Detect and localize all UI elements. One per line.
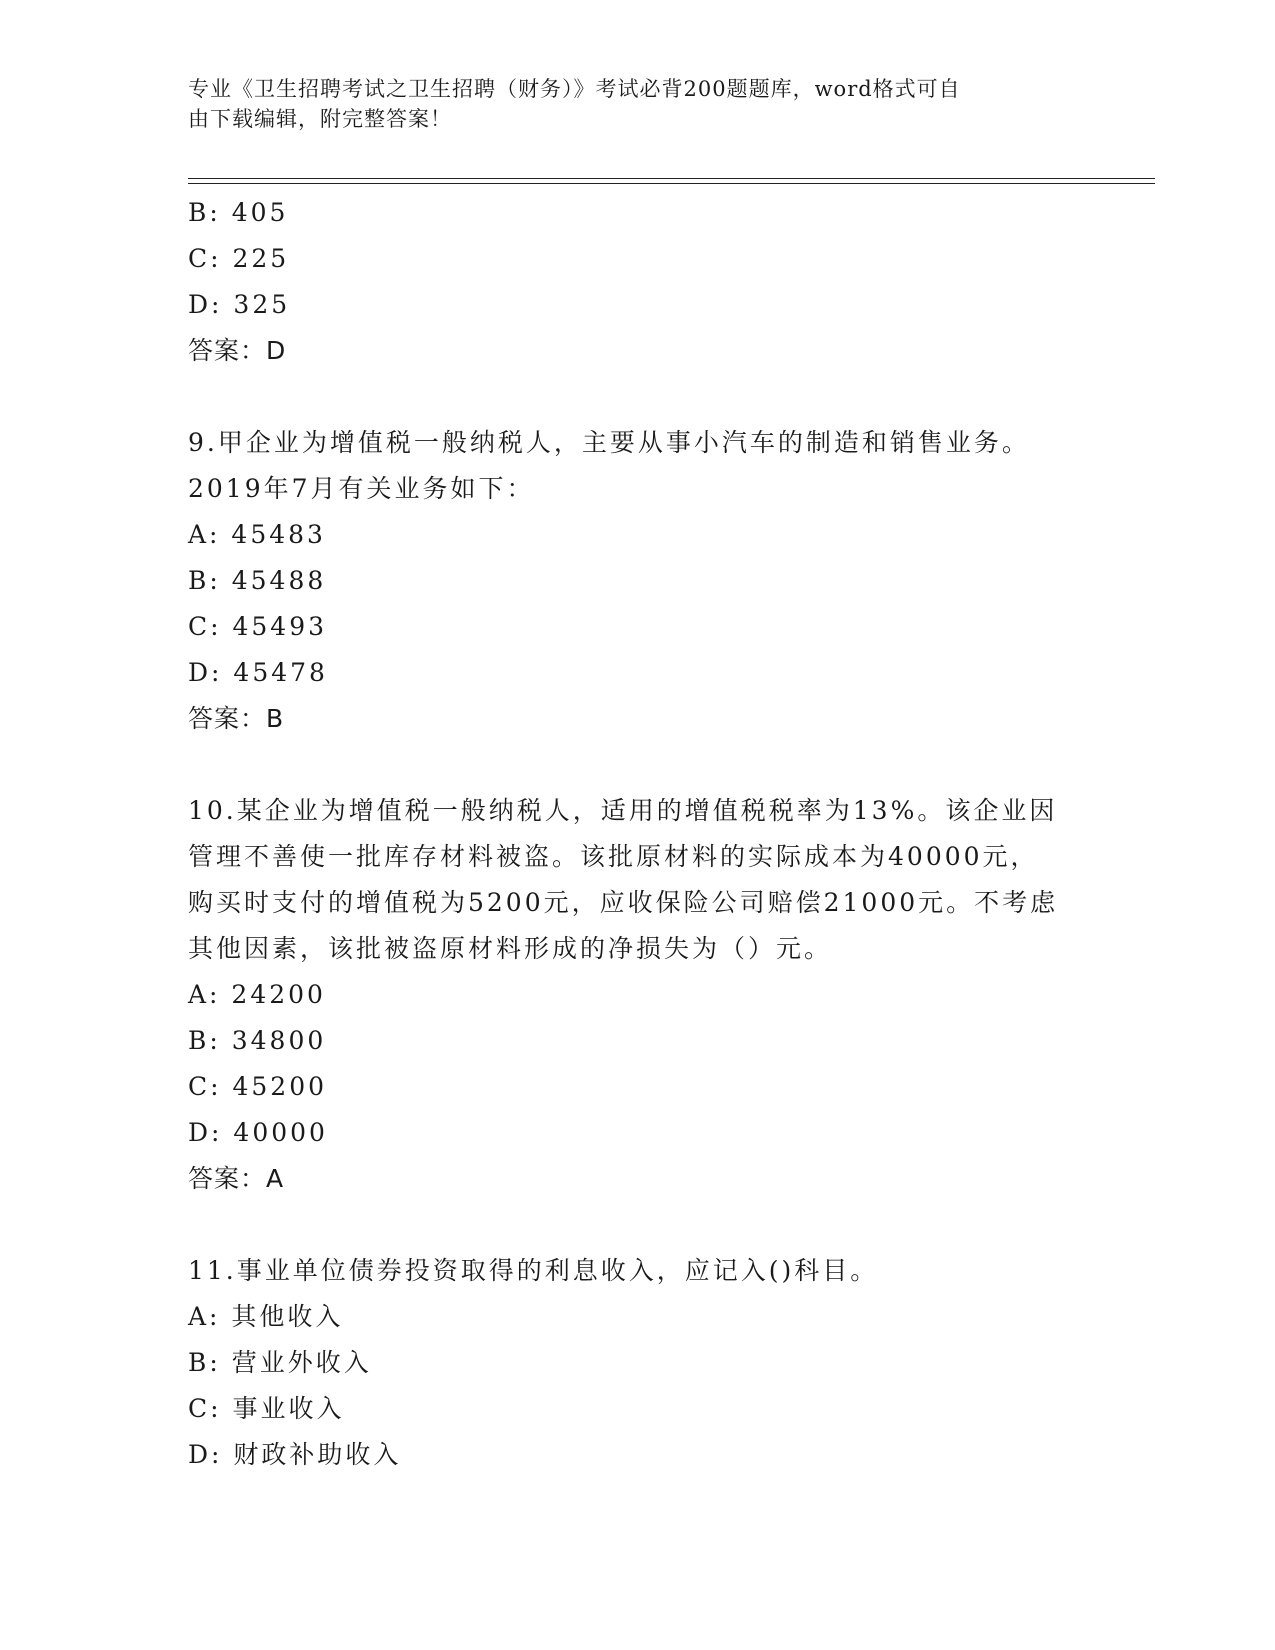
option-c: C: 事业收入	[188, 1394, 345, 1423]
stem-line: 购买时支付的增值税为5200元，应收保险公司赔偿21000元。不考虑	[188, 888, 1059, 917]
question-10	[188, 788, 1088, 1202]
option-c: C: 45200	[188, 1072, 328, 1101]
option-b: B: 34800	[188, 1026, 327, 1055]
header-rule-bottom	[188, 183, 1155, 184]
option-a: A: 45483	[188, 520, 326, 549]
stem-line: 11.事业单位债券投资取得的利息收入，应记入()科目。	[188, 1256, 879, 1285]
stem-line: 9.甲企业为增值税一般纳税人，主要从事小汽车的制造和销售业务。	[188, 428, 1030, 457]
option-c: C: 225	[188, 244, 290, 273]
stem-line: 其他因素，该批被盗原材料形成的净损失为（）元。	[188, 934, 833, 963]
option-a: A: 其他收入	[188, 1302, 344, 1331]
answer: 答案：A	[188, 1164, 285, 1193]
option-b: B: 45488	[188, 566, 327, 595]
option-d: D: 财政补助收入	[188, 1440, 402, 1469]
option-c: C: 45493	[188, 612, 328, 641]
answer: 答案：B	[188, 704, 285, 733]
question-stem	[188, 1248, 1088, 1294]
option-b: B: 405	[188, 198, 289, 227]
header-line-2: 由下载编辑，附完整答案！	[188, 107, 452, 131]
option-b: B: 营业外收入	[188, 1348, 372, 1377]
question-11	[188, 1248, 1088, 1478]
question-9	[188, 420, 1088, 742]
option-d: D: 325	[188, 290, 291, 319]
question-fragment-8	[188, 190, 1088, 374]
question-content	[188, 190, 1088, 1478]
option-a: A: 24200	[188, 980, 326, 1009]
stem-line: 10.某企业为增值税一般纳税人，适用的增值税税率为13%。该企业因	[188, 796, 1058, 825]
option-d: D: 45478	[188, 658, 328, 687]
header-rule-top	[188, 178, 1155, 179]
question-stem	[188, 420, 1088, 512]
stem-line: 2019年7月有关业务如下：	[188, 474, 535, 503]
answer: 答案：D	[188, 336, 287, 365]
document-header	[188, 74, 1068, 134]
stem-line: 管理不善使一批库存材料被盗。该批原材料的实际成本为40000元，	[188, 842, 1039, 871]
question-stem	[188, 788, 1088, 972]
option-d: D: 40000	[188, 1118, 328, 1147]
header-line-1: 专业《卫生招聘考试之卫生招聘（财务）》考试必背200题题库，word格式可自	[188, 77, 961, 101]
